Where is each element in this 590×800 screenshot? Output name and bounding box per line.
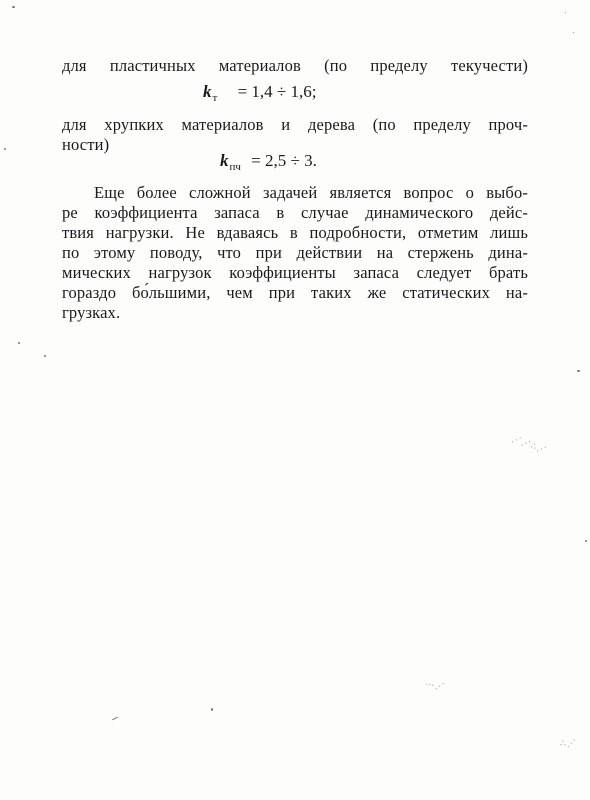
paragraph-line: твия нагрузки. Не вдаваясь в подробности, отметим лишь	[62, 223, 528, 242]
scan-speck	[585, 540, 587, 542]
paragraph-line: ре коэффициента запаса в случае динамического дейс-	[62, 203, 528, 222]
formula-symbol-k: k	[220, 151, 229, 170]
scan-smudge: ⋯⋰	[424, 679, 446, 693]
scan-speck	[12, 6, 15, 8]
scan-speck	[577, 370, 580, 372]
scan-speck	[565, 12, 566, 13]
paragraph-line: мических нагрузок коэффициенты запаса следует брать	[62, 263, 528, 282]
paragraph-line: Еще более сложной задачей является вопрос о выбо-	[94, 183, 528, 202]
scan-speck	[112, 717, 118, 720]
scan-smudge: ⋰⋰∴⋰	[510, 434, 549, 457]
scan-speck	[4, 148, 6, 150]
formula-plastic	[203, 82, 316, 104]
text-line-brittle-materials: для хрупких материалов и дерева (по пределу проч-	[62, 115, 528, 134]
formula-subscript: т	[212, 92, 218, 104]
formula-subscript: пч	[229, 161, 241, 173]
text-line-plastic-materials: для пластичных материалов (по пределу текучести)	[62, 56, 528, 75]
paragraph-line: по этому поводу, что при действии на стержень дина-	[62, 243, 528, 262]
formula-symbol-k: k	[203, 82, 212, 101]
scan-speck	[18, 342, 20, 344]
scan-speck	[211, 708, 213, 711]
scan-speck	[573, 32, 574, 33]
text-line-brittle-materials-cont: ности)	[62, 135, 110, 154]
paragraph-line: гораздо бо́льшими, чем при таких же статических на-	[62, 283, 528, 302]
formula-brittle	[220, 151, 317, 173]
scan-smudge: ∴⋰	[560, 739, 577, 749]
scan-speck	[44, 355, 46, 357]
paragraph-line: грузках.	[62, 303, 121, 322]
formula-expression: = 2,5 ÷ 3.	[251, 151, 317, 170]
formula-expression: = 1,4 ÷ 1,6;	[237, 82, 317, 101]
